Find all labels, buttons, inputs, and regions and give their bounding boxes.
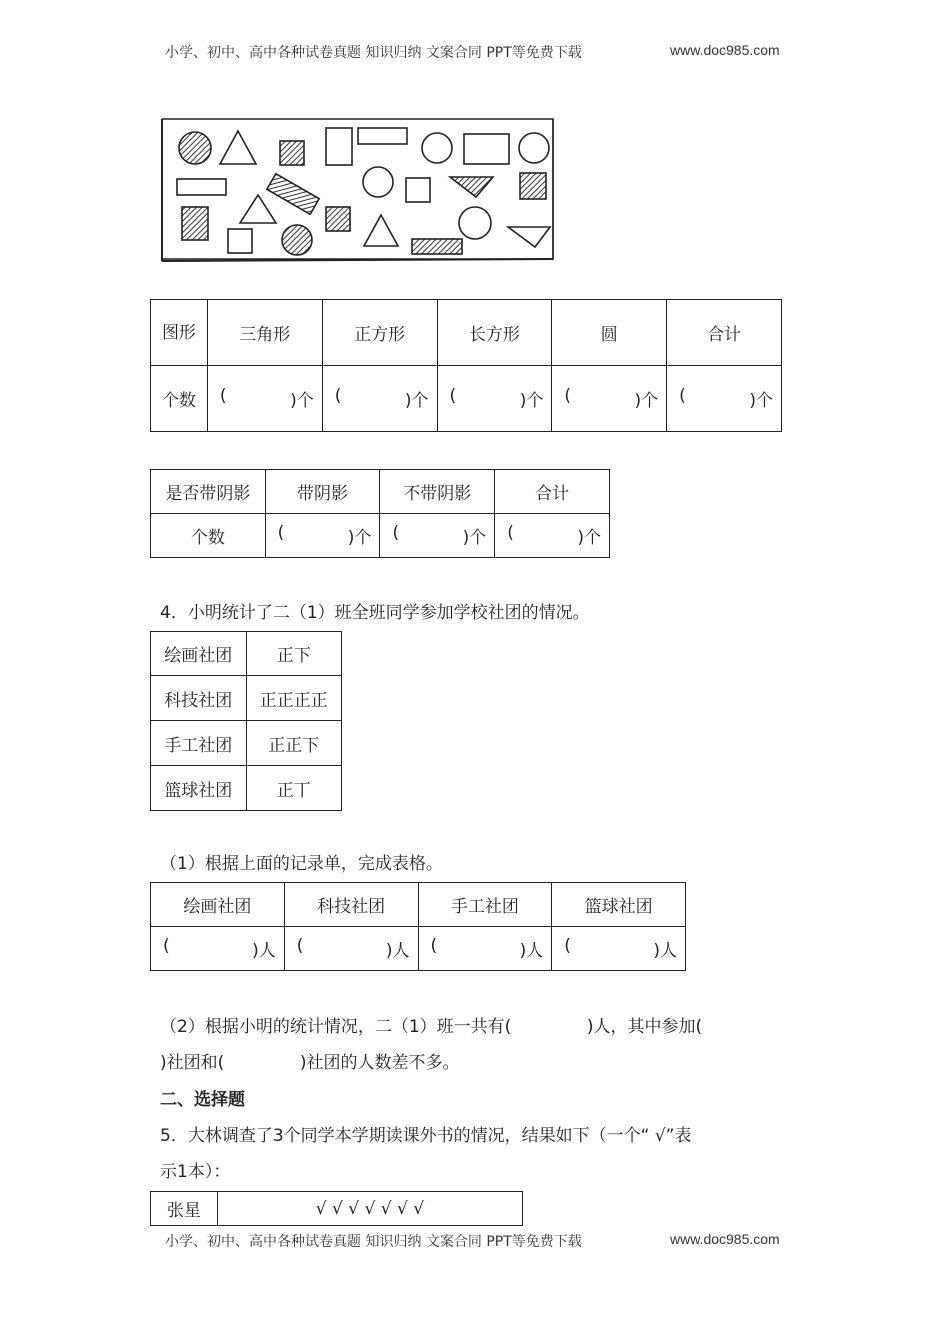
col-triangle: 三角形 <box>207 300 322 366</box>
page-footer <box>0 1231 950 1255</box>
answer-blank[interactable]: ( )个 <box>265 514 380 558</box>
section-title: 二、选择题 <box>160 1090 245 1110</box>
sub-question-2-line2: )社团和( )社团的人数差不多。 <box>160 1053 460 1073</box>
page-header <box>0 42 950 66</box>
tally-mark: 正丅 <box>246 766 342 811</box>
col-circle: 圆 <box>552 300 667 366</box>
shape-circle <box>363 167 393 197</box>
shape-rectangle <box>177 179 226 195</box>
reader-name: 张星 <box>151 1192 218 1226</box>
shape-square-shaded <box>326 207 350 231</box>
answer-blank[interactable]: ( )人 <box>418 927 552 971</box>
answer-blank[interactable]: ( )人 <box>151 927 285 971</box>
tally-table <box>150 631 342 811</box>
shape-triangle <box>508 227 550 247</box>
shape-rectangle-shaded <box>412 239 462 254</box>
tally-club: 科技社团 <box>151 676 247 721</box>
row-head-shading: 是否带阴影 <box>151 470 266 514</box>
question-5-line2: 示1本）： <box>160 1162 231 1182</box>
sub-question-1: （1）根据上面的记录单，完成表格。 <box>160 854 443 874</box>
shape-triangle <box>364 215 398 246</box>
shape-count-table <box>150 299 782 432</box>
answer-blank[interactable]: ( )个 <box>380 514 495 558</box>
tally-club: 手工社团 <box>151 721 247 766</box>
shading-count-table <box>150 469 610 558</box>
answer-blank[interactable]: ( )人 <box>284 927 418 971</box>
col-club: 篮球社团 <box>552 883 686 927</box>
shape-square-shaded <box>520 173 546 199</box>
answer-blank[interactable]: ( )个 <box>437 366 552 432</box>
answer-blank[interactable]: ( )个 <box>322 366 437 432</box>
footer-url[interactable]: www.doc985.com <box>670 1231 780 1247</box>
sub-question-2-line1: （2）根据小明的统计情况，二（1）班一共有( )人，其中参加( <box>160 1017 703 1037</box>
answer-blank[interactable]: ( )个 <box>495 514 610 558</box>
shape-circle <box>519 133 549 163</box>
shape-rectangle-shaded <box>182 207 208 240</box>
shape-square <box>228 229 252 253</box>
row-head-count: 个数 <box>151 366 208 432</box>
col-club: 科技社团 <box>284 883 418 927</box>
club-count-table <box>150 882 686 971</box>
question-4: 4．小明统计了二（1）班全班同学参加学校社团的情况。 <box>160 603 590 623</box>
tally-club: 篮球社团 <box>151 766 247 811</box>
shape-rectangle-shaded <box>267 174 319 215</box>
tally-mark: 正下 <box>246 632 342 676</box>
col-total: 合计 <box>495 470 610 514</box>
answer-blank[interactable]: ( )个 <box>552 366 667 432</box>
col-total: 合计 <box>667 300 782 366</box>
shape-circle <box>459 207 491 239</box>
tally-mark: 正正正正 <box>246 676 342 721</box>
header-text: 小学、初中、高中各种试卷真题 知识归纳 文案合同 PPT等免费下载 <box>165 45 582 61</box>
shape-square <box>406 178 430 202</box>
shape-square-shaded <box>280 141 304 165</box>
shape-circle <box>422 133 452 163</box>
row-head-shape: 图形 <box>151 300 208 366</box>
shape-rectangle <box>326 128 352 165</box>
shape-rectangle <box>358 128 407 144</box>
col-club: 手工社团 <box>418 883 552 927</box>
col-unshaded: 不带阴影 <box>380 470 495 514</box>
answer-blank[interactable]: ( )个 <box>667 366 782 432</box>
shape-circle-shaded <box>179 132 211 164</box>
shape-circle-shaded <box>282 225 312 255</box>
shapes-figure <box>158 115 556 265</box>
shape-triangle <box>220 131 256 164</box>
question-5-line1: 5．大林调查了3个同学本学期读课外书的情况，结果如下（一个“ √”表 <box>160 1126 692 1146</box>
reading-table <box>150 1191 523 1226</box>
col-rectangle: 长方形 <box>437 300 552 366</box>
shape-triangle <box>240 195 276 223</box>
tally-mark: 正正下 <box>246 721 342 766</box>
header-url[interactable]: www.doc985.com <box>670 42 780 58</box>
shape-triangle-shaded <box>450 177 493 197</box>
shape-rectangle <box>464 134 509 164</box>
footer-text: 小学、初中、高中各种试卷真题 知识归纳 文案合同 PPT等免费下载 <box>165 1234 582 1250</box>
col-square: 正方形 <box>322 300 437 366</box>
answer-blank[interactable]: ( )人 <box>552 927 686 971</box>
col-shaded: 带阴影 <box>265 470 380 514</box>
answer-blank[interactable]: ( )个 <box>207 366 322 432</box>
col-club: 绘画社团 <box>151 883 285 927</box>
tally-club: 绘画社团 <box>151 632 247 676</box>
reader-marks: √ √ √ √ √ √ √ <box>217 1192 522 1226</box>
row-head-count: 个数 <box>151 514 266 558</box>
